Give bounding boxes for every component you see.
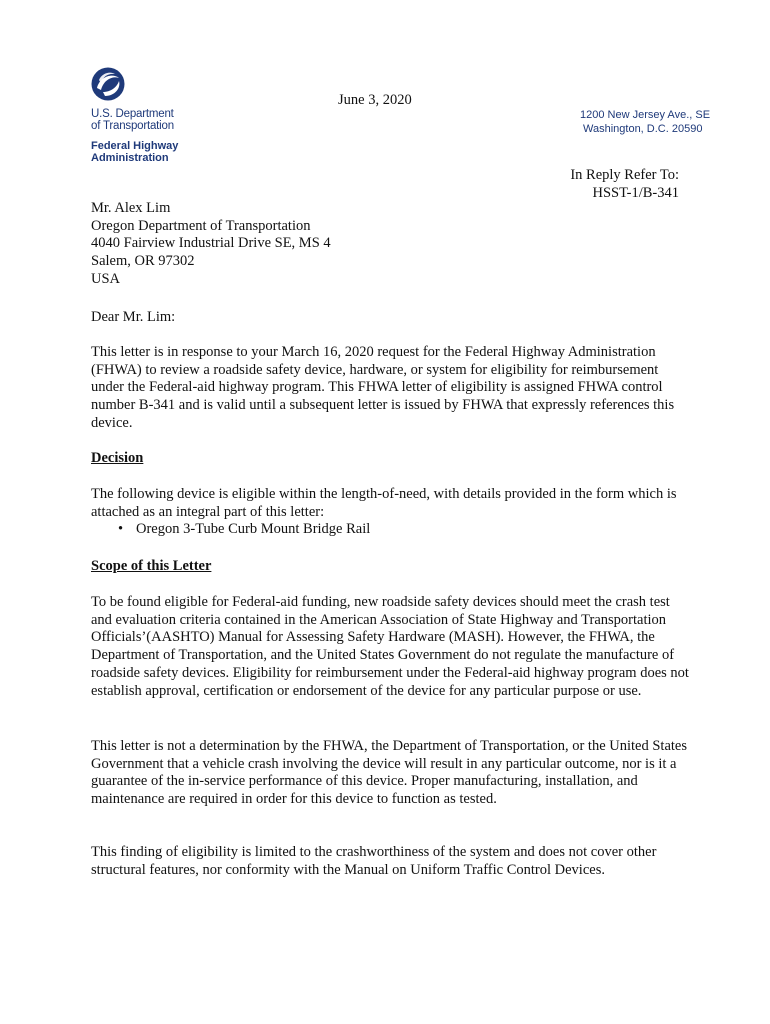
recipient-org: Oregon Department of Transportation	[91, 217, 311, 234]
recipient-city: Salem, OR 97302	[91, 253, 195, 270]
bullet-icon: •	[118, 521, 124, 537]
dot-triskelion-icon	[91, 66, 125, 102]
agency-street: 1200 New Jersey Ave., SE	[580, 109, 711, 121]
letter-date: June 3, 2020	[338, 92, 412, 108]
admin-name-line1: Federal Highway	[91, 140, 179, 152]
paragraph-scope: To be found eligible for Federal-aid funding, new roadside safety devices should meet the crash test and evaluation criteria contained in the American Association of State Highway and Transportation Officials’(AASHTO) Manual for Assessing Safety Hardware (MASH). However, the FHWA, the Department of Transportation, and the United States Government do not regulate the manufacture of roadside safety devices. Eligibility for reimbursement under the Federal-aid highway program does not establish approval, certification or endorsement of the device for any particular purpose or use.	[91, 594, 689, 699]
usdot-fhwa-logo	[91, 66, 201, 164]
paragraph-limitation: This finding of eligibility is limited to the crashworthiness of the system and does not cover other structural features, nor conformity with the Manual on Uniform Traffic Control Devices.	[91, 844, 657, 878]
list-item	[118, 521, 370, 539]
decision-heading: Decision	[91, 450, 144, 466]
recipient-country: USA	[91, 270, 121, 287]
recipient-street: 4040 Fairview Industrial Drive SE, MS 4	[91, 235, 331, 252]
reply-code: HSST-1/B-341	[592, 185, 679, 201]
paragraph-intro: This letter is in response to your March 16, 2020 request for the Federal Highway Administration (FHWA) to review a roadside safety device, hardware, or system for eligibility for reimbursement under the Federal-aid highway program. This FHWA letter of eligibility is assigned FHWA control number B-341 and is valid until a subsequent letter is issued by FHWA that expressly references this device.	[91, 344, 675, 431]
recipient-address	[91, 200, 691, 289]
agency-city: Washington, D.C. 20590	[583, 122, 703, 135]
paragraph-decision: The following device is eligible within the length-of-need, with details provided in the form which is attached as an integral part of this letter:	[91, 486, 677, 520]
reply-reference	[570, 166, 679, 202]
reply-label: In Reply Refer To:	[570, 167, 679, 183]
salutation: Dear Mr. Lim:	[91, 309, 176, 325]
recipient-name: Mr. Alex Lim	[91, 200, 171, 216]
agency-name-line2: of Transportation	[91, 120, 174, 132]
scope-heading: Scope of this Letter	[91, 558, 212, 574]
agency-address	[580, 109, 710, 136]
device-name: Oregon 3-Tube Curb Mount Bridge Rail	[136, 521, 371, 537]
agency-name-line1: U.S. Department	[91, 108, 174, 120]
paragraph-determination: This letter is not a determination by the FHWA, the Department of Transportation, or the United States Government that a vehicle crash involving the device will result in any particular outcome, nor is it a guarantee of the in-service performance of this device. Proper manufacturing, installation, and maintenance are required in order for this device to function as tested.	[91, 738, 688, 808]
admin-name-line2: Administration	[91, 152, 169, 164]
